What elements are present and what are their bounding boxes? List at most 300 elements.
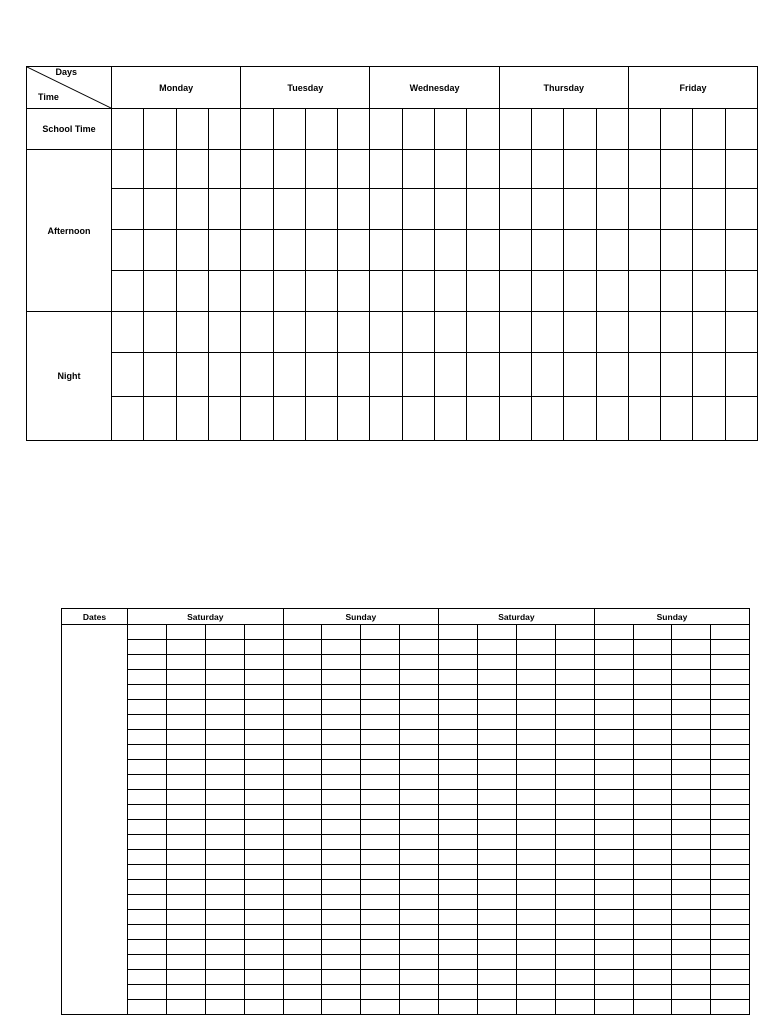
blank-cell[interactable] [711, 895, 750, 910]
blank-cell[interactable] [633, 865, 672, 880]
blank-cell[interactable] [516, 970, 555, 985]
blank-cell[interactable] [166, 760, 205, 775]
blank-cell[interactable] [205, 850, 244, 865]
blank-cell[interactable] [244, 625, 283, 640]
blank-cell[interactable] [516, 640, 555, 655]
blank-cell[interactable] [596, 109, 628, 150]
blank-cell[interactable] [361, 925, 400, 940]
blank-cell[interactable] [283, 925, 322, 940]
blank-cell[interactable] [241, 312, 273, 353]
blank-cell[interactable] [370, 109, 402, 150]
blank-cell[interactable] [633, 730, 672, 745]
blank-cell[interactable] [128, 970, 167, 985]
blank-cell[interactable] [112, 271, 144, 312]
blank-cell[interactable] [555, 730, 594, 745]
blank-cell[interactable] [208, 312, 240, 353]
blank-cell[interactable] [672, 655, 711, 670]
blank-cell[interactable] [499, 271, 531, 312]
blank-cell[interactable] [478, 655, 517, 670]
blank-cell[interactable] [633, 970, 672, 985]
blank-cell[interactable] [435, 189, 467, 230]
blank-cell[interactable] [205, 625, 244, 640]
blank-cell[interactable] [594, 745, 633, 760]
blank-cell[interactable] [128, 685, 167, 700]
blank-cell[interactable] [241, 230, 273, 271]
blank-cell[interactable] [467, 189, 499, 230]
blank-cell[interactable] [241, 150, 273, 189]
blank-cell[interactable] [244, 775, 283, 790]
blank-cell[interactable] [435, 150, 467, 189]
blank-cell[interactable] [305, 397, 337, 441]
blank-cell[interactable] [672, 895, 711, 910]
blank-cell[interactable] [711, 880, 750, 895]
blank-cell[interactable] [594, 715, 633, 730]
blank-cell[interactable] [564, 109, 596, 150]
blank-cell[interactable] [205, 790, 244, 805]
blank-cell[interactable] [166, 925, 205, 940]
blank-cell[interactable] [176, 230, 208, 271]
blank-cell[interactable] [439, 745, 478, 760]
blank-cell[interactable] [361, 835, 400, 850]
blank-cell[interactable] [711, 715, 750, 730]
blank-cell[interactable] [244, 805, 283, 820]
blank-cell[interactable] [283, 655, 322, 670]
blank-cell[interactable] [555, 910, 594, 925]
blank-cell[interactable] [273, 397, 305, 441]
blank-cell[interactable] [166, 685, 205, 700]
blank-cell[interactable] [361, 700, 400, 715]
blank-cell[interactable] [478, 955, 517, 970]
blank-cell[interactable] [633, 910, 672, 925]
blank-cell[interactable] [176, 353, 208, 397]
blank-cell[interactable] [112, 230, 144, 271]
blank-cell[interactable] [244, 835, 283, 850]
blank-cell[interactable] [322, 670, 361, 685]
blank-cell[interactable] [283, 835, 322, 850]
blank-cell[interactable] [166, 895, 205, 910]
blank-cell[interactable] [478, 670, 517, 685]
blank-cell[interactable] [128, 850, 167, 865]
blank-cell[interactable] [400, 970, 439, 985]
blank-cell[interactable] [128, 640, 167, 655]
blank-cell[interactable] [478, 730, 517, 745]
blank-cell[interactable] [661, 109, 693, 150]
blank-cell[interactable] [478, 760, 517, 775]
blank-cell[interactable] [244, 700, 283, 715]
blank-cell[interactable] [283, 775, 322, 790]
blank-cell[interactable] [516, 625, 555, 640]
blank-cell[interactable] [400, 745, 439, 760]
blank-cell[interactable] [205, 715, 244, 730]
blank-cell[interactable] [711, 835, 750, 850]
blank-cell[interactable] [244, 850, 283, 865]
blank-cell[interactable] [370, 271, 402, 312]
blank-cell[interactable] [439, 820, 478, 835]
blank-cell[interactable] [208, 397, 240, 441]
blank-cell[interactable] [112, 109, 144, 150]
blank-cell[interactable] [467, 353, 499, 397]
blank-cell[interactable] [531, 189, 563, 230]
blank-cell[interactable] [166, 775, 205, 790]
blank-cell[interactable] [711, 670, 750, 685]
blank-cell[interactable] [711, 790, 750, 805]
blank-cell[interactable] [594, 760, 633, 775]
blank-cell[interactable] [628, 271, 660, 312]
blank-cell[interactable] [361, 805, 400, 820]
blank-cell[interactable] [564, 230, 596, 271]
blank-cell[interactable] [322, 655, 361, 670]
blank-cell[interactable] [205, 880, 244, 895]
blank-cell[interactable] [370, 150, 402, 189]
blank-cell[interactable] [338, 312, 370, 353]
blank-cell[interactable] [439, 760, 478, 775]
blank-cell[interactable] [244, 955, 283, 970]
blank-cell[interactable] [361, 655, 400, 670]
blank-cell[interactable] [361, 895, 400, 910]
blank-cell[interactable] [693, 397, 725, 441]
blank-cell[interactable] [128, 985, 167, 1000]
blank-cell[interactable] [672, 955, 711, 970]
blank-cell[interactable] [516, 820, 555, 835]
blank-cell[interactable] [555, 850, 594, 865]
blank-cell[interactable] [531, 230, 563, 271]
blank-cell[interactable] [555, 745, 594, 760]
blank-cell[interactable] [400, 850, 439, 865]
blank-cell[interactable] [128, 835, 167, 850]
blank-cell[interactable] [322, 700, 361, 715]
blank-cell[interactable] [435, 109, 467, 150]
blank-cell[interactable] [439, 625, 478, 640]
blank-cell[interactable] [112, 189, 144, 230]
blank-cell[interactable] [128, 1000, 167, 1015]
blank-cell[interactable] [244, 760, 283, 775]
blank-cell[interactable] [370, 189, 402, 230]
blank-cell[interactable] [672, 700, 711, 715]
blank-cell[interactable] [435, 353, 467, 397]
blank-cell[interactable] [693, 230, 725, 271]
blank-cell[interactable] [338, 150, 370, 189]
blank-cell[interactable] [516, 985, 555, 1000]
blank-cell[interactable] [633, 715, 672, 730]
blank-cell[interactable] [516, 1000, 555, 1015]
blank-cell[interactable] [273, 150, 305, 189]
blank-cell[interactable] [244, 745, 283, 760]
blank-cell[interactable] [128, 925, 167, 940]
blank-cell[interactable] [322, 955, 361, 970]
blank-cell[interactable] [128, 805, 167, 820]
blank-cell[interactable] [322, 1000, 361, 1015]
blank-cell[interactable] [633, 760, 672, 775]
blank-cell[interactable] [166, 715, 205, 730]
blank-cell[interactable] [361, 910, 400, 925]
blank-cell[interactable] [672, 760, 711, 775]
blank-cell[interactable] [633, 820, 672, 835]
blank-cell[interactable] [322, 895, 361, 910]
blank-cell[interactable] [305, 109, 337, 150]
blank-cell[interactable] [478, 970, 517, 985]
blank-cell[interactable] [361, 760, 400, 775]
blank-cell[interactable] [672, 880, 711, 895]
blank-cell[interactable] [402, 353, 434, 397]
blank-cell[interactable] [711, 910, 750, 925]
blank-cell[interactable] [322, 790, 361, 805]
blank-cell[interactable] [166, 880, 205, 895]
blank-cell[interactable] [400, 730, 439, 745]
blank-cell[interactable] [596, 312, 628, 353]
blank-cell[interactable] [516, 700, 555, 715]
blank-cell[interactable] [596, 189, 628, 230]
blank-cell[interactable] [205, 640, 244, 655]
blank-cell[interactable] [555, 655, 594, 670]
blank-cell[interactable] [435, 397, 467, 441]
blank-cell[interactable] [361, 970, 400, 985]
blank-cell[interactable] [361, 790, 400, 805]
blank-cell[interactable] [596, 230, 628, 271]
blank-cell[interactable] [661, 271, 693, 312]
blank-cell[interactable] [499, 312, 531, 353]
blank-cell[interactable] [672, 790, 711, 805]
blank-cell[interactable] [128, 655, 167, 670]
blank-cell[interactable] [205, 955, 244, 970]
blank-cell[interactable] [128, 955, 167, 970]
blank-cell[interactable] [322, 865, 361, 880]
blank-cell[interactable] [478, 1000, 517, 1015]
blank-cell[interactable] [516, 880, 555, 895]
blank-cell[interactable] [594, 730, 633, 745]
blank-cell[interactable] [338, 397, 370, 441]
blank-cell[interactable] [478, 745, 517, 760]
blank-cell[interactable] [661, 397, 693, 441]
blank-cell[interactable] [711, 730, 750, 745]
blank-cell[interactable] [338, 271, 370, 312]
blank-cell[interactable] [439, 895, 478, 910]
blank-cell[interactable] [273, 189, 305, 230]
blank-cell[interactable] [166, 670, 205, 685]
blank-cell[interactable] [205, 940, 244, 955]
blank-cell[interactable] [439, 940, 478, 955]
blank-cell[interactable] [594, 865, 633, 880]
blank-cell[interactable] [725, 397, 757, 441]
blank-cell[interactable] [361, 730, 400, 745]
blank-cell[interactable] [241, 109, 273, 150]
blank-cell[interactable] [725, 189, 757, 230]
blank-cell[interactable] [370, 353, 402, 397]
blank-cell[interactable] [633, 640, 672, 655]
blank-cell[interactable] [283, 955, 322, 970]
blank-cell[interactable] [633, 805, 672, 820]
blank-cell[interactable] [322, 910, 361, 925]
blank-cell[interactable] [283, 880, 322, 895]
blank-cell[interactable] [633, 835, 672, 850]
blank-cell[interactable] [128, 820, 167, 835]
blank-cell[interactable] [166, 955, 205, 970]
blank-cell[interactable] [594, 955, 633, 970]
blank-cell[interactable] [322, 745, 361, 760]
blank-cell[interactable] [244, 910, 283, 925]
blank-cell[interactable] [564, 312, 596, 353]
blank-cell[interactable] [516, 790, 555, 805]
blank-cell[interactable] [400, 985, 439, 1000]
blank-cell[interactable] [596, 397, 628, 441]
blank-cell[interactable] [672, 985, 711, 1000]
blank-cell[interactable] [273, 271, 305, 312]
blank-cell[interactable] [439, 670, 478, 685]
blank-cell[interactable] [112, 353, 144, 397]
blank-cell[interactable] [439, 880, 478, 895]
blank-cell[interactable] [711, 925, 750, 940]
blank-cell[interactable] [128, 790, 167, 805]
blank-cell[interactable] [596, 271, 628, 312]
blank-cell[interactable] [439, 865, 478, 880]
blank-cell[interactable] [516, 835, 555, 850]
blank-cell[interactable] [241, 271, 273, 312]
blank-cell[interactable] [208, 271, 240, 312]
blank-cell[interactable] [516, 715, 555, 730]
blank-cell[interactable] [166, 820, 205, 835]
blank-cell[interactable] [439, 955, 478, 970]
blank-cell[interactable] [633, 775, 672, 790]
blank-cell[interactable] [283, 985, 322, 1000]
blank-cell[interactable] [531, 109, 563, 150]
blank-cell[interactable] [370, 312, 402, 353]
blank-cell[interactable] [205, 925, 244, 940]
blank-cell[interactable] [244, 655, 283, 670]
blank-cell[interactable] [711, 850, 750, 865]
blank-cell[interactable] [205, 730, 244, 745]
blank-cell[interactable] [594, 670, 633, 685]
blank-cell[interactable] [661, 189, 693, 230]
blank-cell[interactable] [283, 850, 322, 865]
blank-cell[interactable] [633, 880, 672, 895]
blank-cell[interactable] [400, 760, 439, 775]
blank-cell[interactable] [555, 625, 594, 640]
blank-cell[interactable] [594, 835, 633, 850]
blank-cell[interactable] [633, 685, 672, 700]
blank-cell[interactable] [516, 760, 555, 775]
blank-cell[interactable] [400, 895, 439, 910]
blank-cell[interactable] [499, 353, 531, 397]
blank-cell[interactable] [594, 805, 633, 820]
blank-cell[interactable] [361, 955, 400, 970]
blank-cell[interactable] [633, 700, 672, 715]
blank-cell[interactable] [322, 730, 361, 745]
blank-cell[interactable] [166, 655, 205, 670]
blank-cell[interactable] [273, 230, 305, 271]
blank-cell[interactable] [499, 189, 531, 230]
blank-cell[interactable] [400, 790, 439, 805]
blank-cell[interactable] [555, 985, 594, 1000]
blank-cell[interactable] [361, 640, 400, 655]
blank-cell[interactable] [244, 970, 283, 985]
blank-cell[interactable] [112, 150, 144, 189]
blank-cell[interactable] [283, 640, 322, 655]
blank-cell[interactable] [711, 760, 750, 775]
blank-cell[interactable] [338, 109, 370, 150]
blank-cell[interactable] [555, 940, 594, 955]
blank-cell[interactable] [176, 109, 208, 150]
blank-cell[interactable] [555, 880, 594, 895]
blank-cell[interactable] [205, 835, 244, 850]
blank-cell[interactable] [711, 1000, 750, 1015]
blank-cell[interactable] [555, 865, 594, 880]
blank-cell[interactable] [205, 745, 244, 760]
blank-cell[interactable] [633, 625, 672, 640]
blank-cell[interactable] [361, 880, 400, 895]
blank-cell[interactable] [439, 925, 478, 940]
blank-cell[interactable] [555, 955, 594, 970]
blank-cell[interactable] [166, 640, 205, 655]
blank-cell[interactable] [467, 312, 499, 353]
blank-cell[interactable] [594, 685, 633, 700]
blank-cell[interactable] [283, 1000, 322, 1015]
blank-cell[interactable] [241, 353, 273, 397]
blank-cell[interactable] [322, 760, 361, 775]
blank-cell[interactable] [273, 353, 305, 397]
blank-cell[interactable] [244, 715, 283, 730]
blank-cell[interactable] [516, 940, 555, 955]
blank-cell[interactable] [400, 670, 439, 685]
blank-cell[interactable] [672, 625, 711, 640]
blank-cell[interactable] [128, 715, 167, 730]
blank-cell[interactable] [283, 805, 322, 820]
blank-cell[interactable] [205, 670, 244, 685]
blank-cell[interactable] [633, 985, 672, 1000]
blank-cell[interactable] [205, 1000, 244, 1015]
blank-cell[interactable] [594, 970, 633, 985]
blank-cell[interactable] [166, 1000, 205, 1015]
blank-cell[interactable] [144, 189, 176, 230]
blank-cell[interactable] [711, 685, 750, 700]
blank-cell[interactable] [370, 230, 402, 271]
blank-cell[interactable] [725, 271, 757, 312]
blank-cell[interactable] [478, 895, 517, 910]
blank-cell[interactable] [208, 150, 240, 189]
blank-cell[interactable] [338, 353, 370, 397]
blank-cell[interactable] [166, 850, 205, 865]
blank-cell[interactable] [402, 312, 434, 353]
blank-cell[interactable] [166, 730, 205, 745]
blank-cell[interactable] [361, 715, 400, 730]
blank-cell[interactable] [305, 150, 337, 189]
blank-cell[interactable] [467, 397, 499, 441]
blank-cell[interactable] [633, 955, 672, 970]
blank-cell[interactable] [531, 150, 563, 189]
blank-cell[interactable] [499, 150, 531, 189]
blank-cell[interactable] [661, 230, 693, 271]
blank-cell[interactable] [725, 312, 757, 353]
blank-cell[interactable] [594, 775, 633, 790]
blank-cell[interactable] [166, 940, 205, 955]
blank-cell[interactable] [305, 271, 337, 312]
blank-cell[interactable] [478, 880, 517, 895]
blank-cell[interactable] [322, 835, 361, 850]
blank-cell[interactable] [478, 640, 517, 655]
blank-cell[interactable] [128, 760, 167, 775]
blank-cell[interactable] [400, 775, 439, 790]
blank-cell[interactable] [205, 820, 244, 835]
blank-cell[interactable] [273, 312, 305, 353]
blank-cell[interactable] [693, 353, 725, 397]
blank-cell[interactable] [594, 910, 633, 925]
blank-cell[interactable] [711, 655, 750, 670]
blank-cell[interactable] [711, 970, 750, 985]
blank-cell[interactable] [439, 655, 478, 670]
blank-cell[interactable] [478, 925, 517, 940]
blank-cell[interactable] [596, 353, 628, 397]
blank-cell[interactable] [516, 745, 555, 760]
blank-cell[interactable] [283, 940, 322, 955]
blank-cell[interactable] [478, 865, 517, 880]
